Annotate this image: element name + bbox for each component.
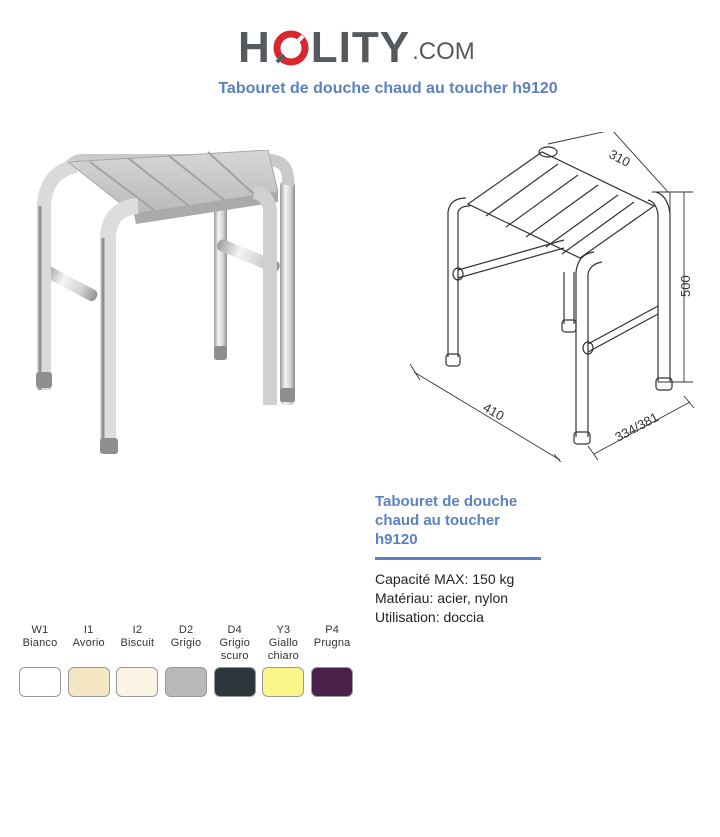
color-swatch-y3[interactable]	[259, 624, 307, 697]
dim-depth-label: 410	[480, 399, 507, 424]
color-swatch-d4[interactable]	[211, 624, 259, 697]
color-swatch-i2[interactable]	[113, 624, 161, 697]
spec-material: Matériau: acier, nylon	[375, 590, 509, 606]
swatch-code: D2	[178, 624, 194, 636]
swatch-code: P4	[325, 624, 340, 636]
swatch-code: I1	[83, 624, 94, 636]
swatch-name: Avorio	[72, 637, 105, 649]
product-name: Tabouret de douche chaud au toucher h9120	[375, 493, 518, 548]
product-photo	[28, 150, 328, 460]
logo-o-icon	[273, 30, 309, 66]
logo-suffix: .COM	[412, 38, 475, 65]
swatch-name: Giallo chiaro	[267, 637, 300, 662]
color-swatch-p4[interactable]	[308, 624, 356, 697]
swatch-name: Grigio scuro	[219, 637, 251, 662]
swatch-code: D4	[227, 624, 242, 636]
color-swatch-w1[interactable]	[16, 624, 64, 697]
swatch-name: Grigio	[170, 637, 202, 649]
logo-text-right: LITY	[310, 23, 411, 72]
swatch-color[interactable]	[19, 667, 61, 697]
title-divider	[375, 557, 541, 560]
color-options	[16, 624, 357, 697]
swatch-name: Prugna	[313, 637, 351, 649]
swatch-color[interactable]	[262, 667, 304, 697]
spec-capacity: Capacité MAX: 150 kg	[375, 571, 515, 587]
product-info	[375, 492, 575, 627]
swatch-color[interactable]	[68, 667, 110, 697]
swatch-name: Biscuit	[120, 637, 155, 649]
technical-drawing	[408, 132, 708, 462]
swatch-color[interactable]	[116, 667, 158, 697]
swatch-color[interactable]	[214, 667, 256, 697]
logo-text-left: H	[238, 23, 271, 72]
dim-width-label: 310	[606, 146, 633, 170]
brand-logo[interactable]	[238, 16, 488, 70]
dim-seat-depth-label: 334/381	[612, 409, 661, 445]
swatch-color[interactable]	[311, 667, 353, 697]
spec-usage: Utilisation: doccia	[375, 609, 484, 625]
page-title: Tabouret de douche chaud au toucher h9120	[218, 80, 558, 97]
swatch-code: I2	[132, 624, 143, 636]
color-swatch-i1[interactable]	[65, 624, 113, 697]
dim-height-label: 500	[678, 275, 693, 297]
swatch-code: W1	[31, 624, 49, 636]
swatch-name: Bianco	[22, 637, 58, 649]
swatch-code: Y3	[276, 624, 291, 636]
swatch-color[interactable]	[165, 667, 207, 697]
color-swatch-d2[interactable]	[162, 624, 210, 697]
